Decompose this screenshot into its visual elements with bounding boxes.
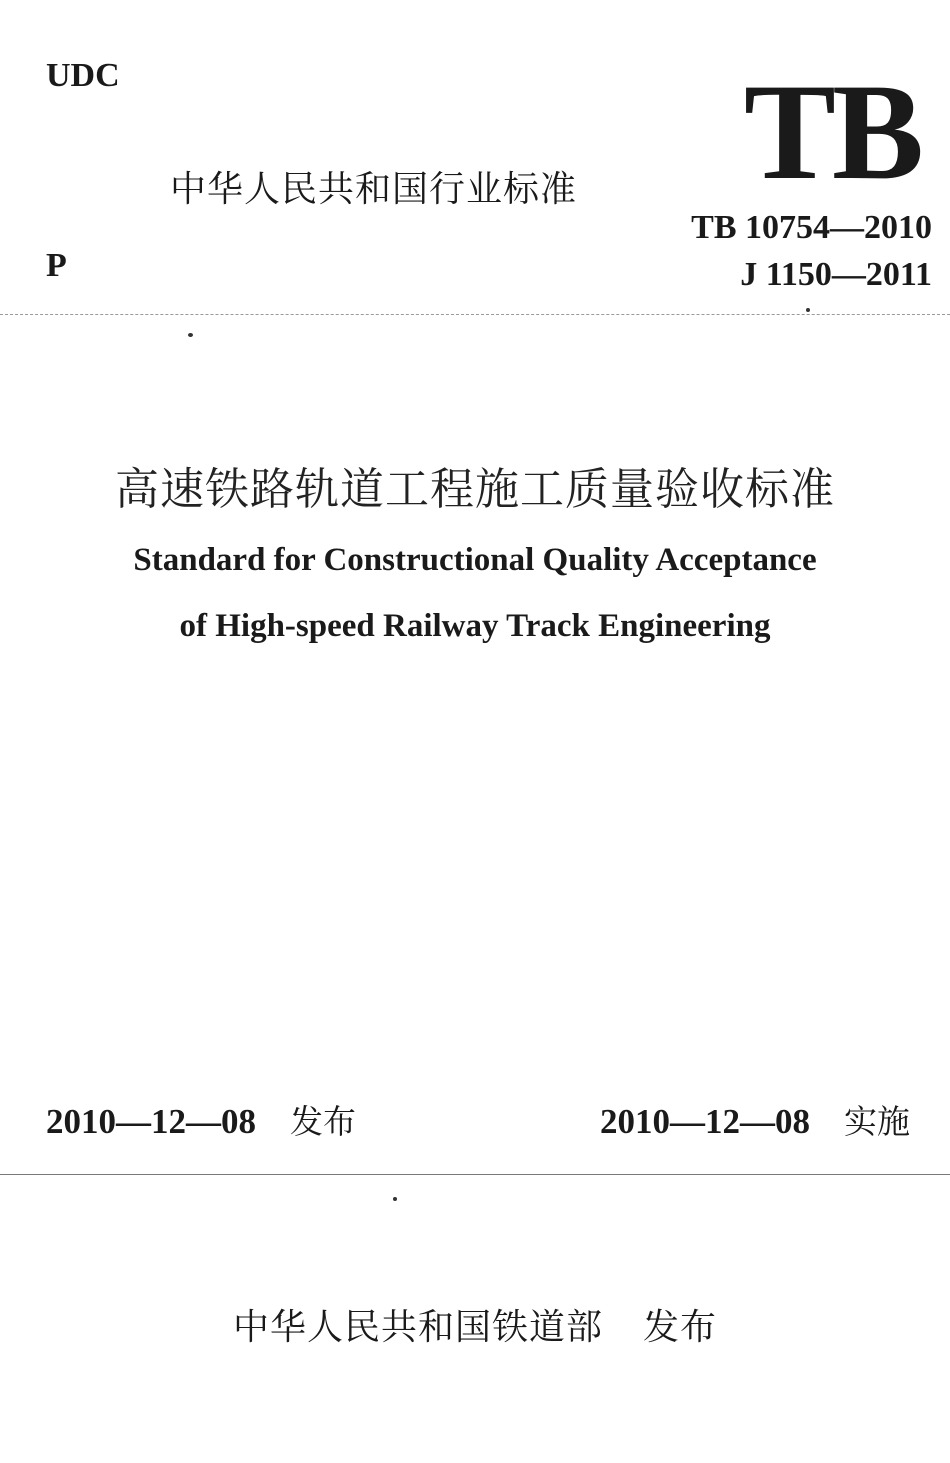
scan-speck xyxy=(188,333,193,337)
category-code: P xyxy=(46,247,67,284)
industry-standard-title: 中华人民共和国行业标准 xyxy=(170,169,578,210)
udc-label: UDC xyxy=(46,57,120,94)
top-divider xyxy=(0,314,950,315)
standard-code: TB 10754—2010 xyxy=(691,209,932,246)
record-code: J 1150—2011 xyxy=(740,256,932,293)
document-title-en-line1: Standard for Constructional Quality Acceptance xyxy=(133,542,817,578)
implement-label: 实施 xyxy=(844,1102,910,1141)
document-title-cn: 高速铁路轨道工程施工质量验收标准 xyxy=(115,464,835,515)
publisher-row xyxy=(0,1304,950,1352)
issue-label: 发布 xyxy=(290,1102,356,1141)
issue-date: 2010—12—08 xyxy=(46,1102,256,1141)
scan-speck xyxy=(806,308,810,312)
publisher-name: 中华人民共和国铁道部 xyxy=(232,1307,603,1348)
document-title-en-line2: of High-speed Railway Track Engineering xyxy=(179,608,771,644)
scan-speck xyxy=(393,1197,397,1201)
publisher-action: 发布 xyxy=(643,1307,718,1348)
implement-date: 2010—12—08 xyxy=(600,1102,810,1141)
bottom-divider xyxy=(0,1174,950,1175)
issue-date-row xyxy=(46,1100,356,1144)
tb-logo: TB xyxy=(743,55,920,208)
implement-date-row xyxy=(600,1100,910,1144)
